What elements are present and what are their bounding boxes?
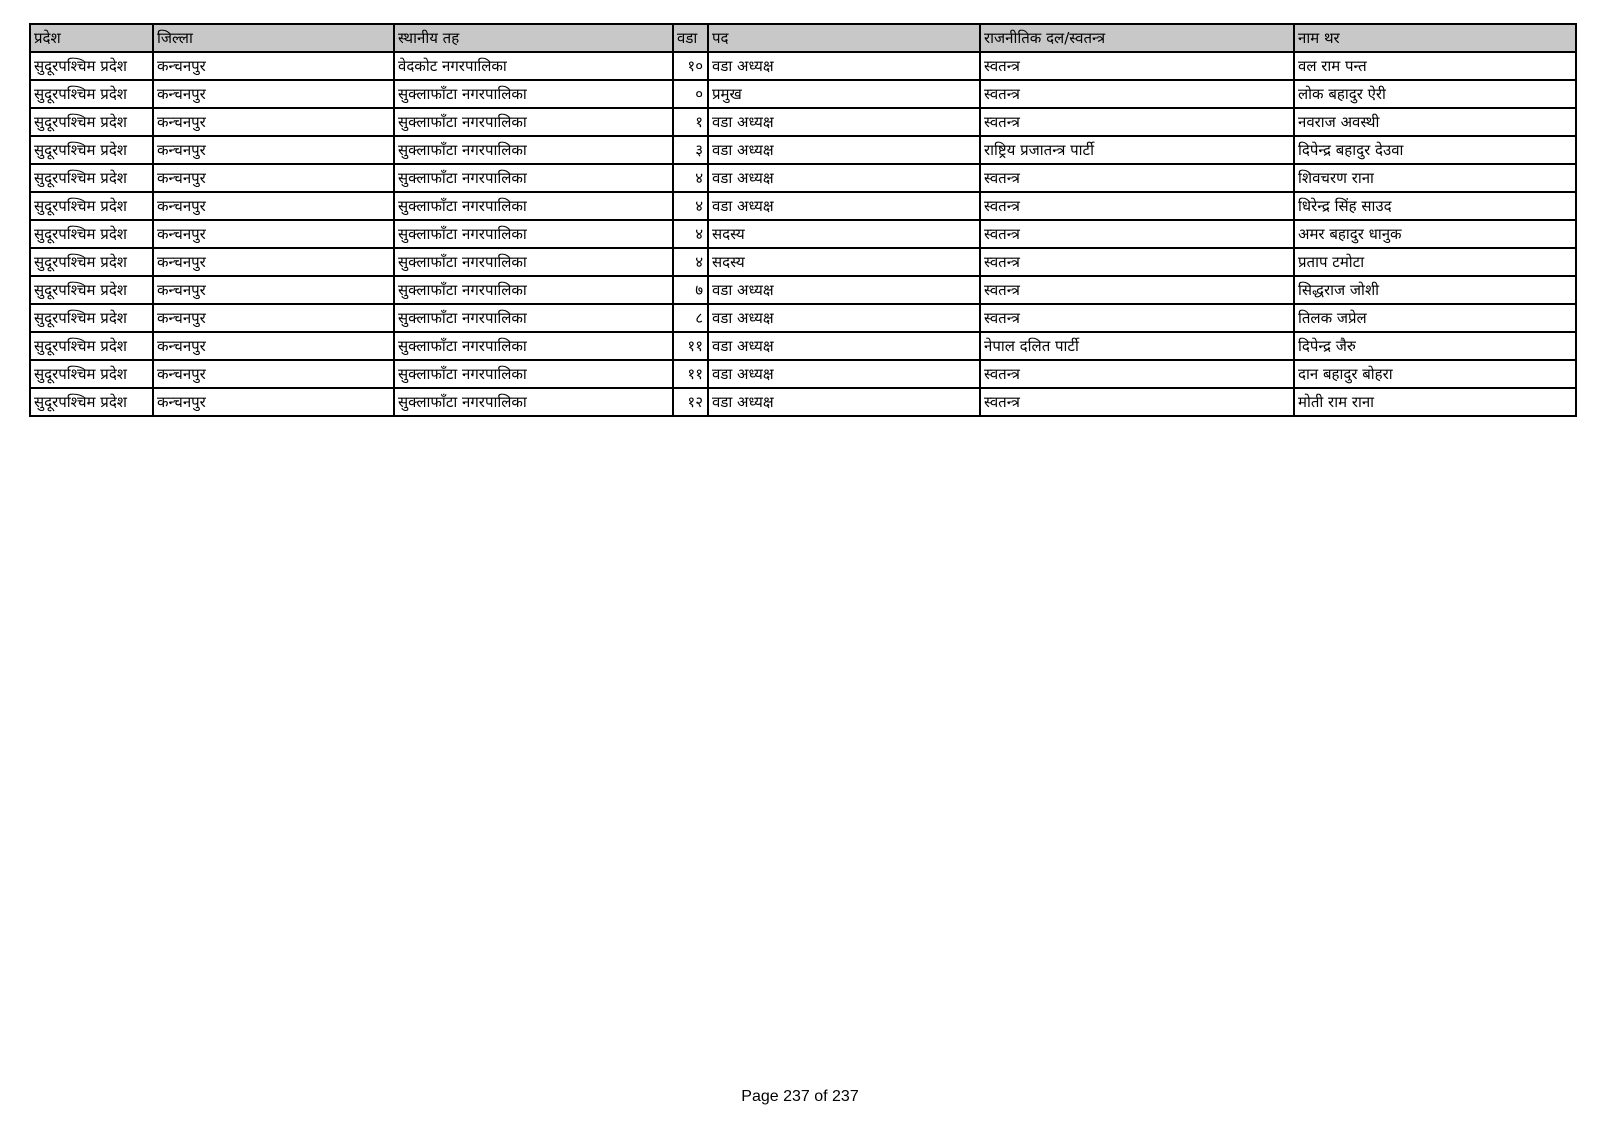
cell-province: सुदूरपश्चिम प्रदेश <box>30 52 153 80</box>
cell-local-level: सुक्लाफाँटा नगरपालिका <box>394 164 673 192</box>
cell-position: प्रमुख <box>708 80 980 108</box>
cell-party: स्वतन्त्र <box>980 304 1294 332</box>
table-row <box>30 276 1576 304</box>
cell-district: कन्चनपुर <box>153 332 394 360</box>
cell-party: स्वतन्त्र <box>980 220 1294 248</box>
cell-ward: १० <box>673 52 708 80</box>
cell-local-level: सुक्लाफाँटा नगरपालिका <box>394 388 673 416</box>
cell-district: कन्चनपुर <box>153 136 394 164</box>
cell-name: वल राम पन्त <box>1294 52 1576 80</box>
cell-name: धिरेन्द्र सिंह साउद <box>1294 192 1576 220</box>
cell-position: वडा अध्यक्ष <box>708 164 980 192</box>
cell-province: सुदूरपश्चिम प्रदेश <box>30 136 153 164</box>
cell-local-level: सुक्लाफाँटा नगरपालिका <box>394 220 673 248</box>
table-row <box>30 52 1576 80</box>
table-row <box>30 164 1576 192</box>
cell-local-level: सुक्लाफाँटा नगरपालिका <box>394 276 673 304</box>
cell-position: वडा अध्यक्ष <box>708 108 980 136</box>
cell-ward: ११ <box>673 332 708 360</box>
cell-ward: १२ <box>673 388 708 416</box>
cell-district: कन्चनपुर <box>153 80 394 108</box>
cell-ward: ४ <box>673 220 708 248</box>
cell-local-level: सुक्लाफाँटा नगरपालिका <box>394 192 673 220</box>
cell-district: कन्चनपुर <box>153 388 394 416</box>
cell-province: सुदूरपश्चिम प्रदेश <box>30 388 153 416</box>
table-row <box>30 304 1576 332</box>
cell-position: सदस्य <box>708 248 980 276</box>
header-name: नाम थर <box>1294 24 1576 52</box>
table-row <box>30 360 1576 388</box>
cell-district: कन्चनपुर <box>153 304 394 332</box>
cell-ward: ४ <box>673 192 708 220</box>
cell-name: शिवचरण राना <box>1294 164 1576 192</box>
cell-party: स्वतन्त्र <box>980 80 1294 108</box>
cell-district: कन्चनपुर <box>153 52 394 80</box>
cell-ward: ८ <box>673 304 708 332</box>
table-row <box>30 388 1576 416</box>
header-province: प्रदेश <box>30 24 153 52</box>
cell-name: अमर बहादुर धानुक <box>1294 220 1576 248</box>
cell-party: स्वतन्त्र <box>980 108 1294 136</box>
cell-province: सुदूरपश्चिम प्रदेश <box>30 220 153 248</box>
cell-ward: ७ <box>673 276 708 304</box>
cell-name: दिपेन्द्र जैरु <box>1294 332 1576 360</box>
cell-province: सुदूरपश्चिम प्रदेश <box>30 360 153 388</box>
cell-local-level: वेदकोट नगरपालिका <box>394 52 673 80</box>
cell-position: वडा अध्यक्ष <box>708 276 980 304</box>
cell-party: स्वतन्त्र <box>980 192 1294 220</box>
cell-local-level: सुक्लाफाँटा नगरपालिका <box>394 80 673 108</box>
cell-local-level: सुक्लाफाँटा नगरपालिका <box>394 304 673 332</box>
cell-province: सुदूरपश्चिम प्रदेश <box>30 80 153 108</box>
cell-local-level: सुक्लाफाँटा नगरपालिका <box>394 248 673 276</box>
table-header <box>30 24 1576 52</box>
cell-province: सुदूरपश्चिम प्रदेश <box>30 248 153 276</box>
cell-name: दान बहादुर बोहरा <box>1294 360 1576 388</box>
cell-local-level: सुक्लाफाँटा नगरपालिका <box>394 360 673 388</box>
cell-party: स्वतन्त्र <box>980 276 1294 304</box>
cell-name: सिद्धराज जोशी <box>1294 276 1576 304</box>
cell-party: स्वतन्त्र <box>980 248 1294 276</box>
cell-district: कन्चनपुर <box>153 192 394 220</box>
cell-ward: ११ <box>673 360 708 388</box>
cell-position: वडा अध्यक्ष <box>708 332 980 360</box>
header-district: जिल्ला <box>153 24 394 52</box>
page-number: Page 237 of 237 <box>741 1088 859 1105</box>
cell-district: कन्चनपुर <box>153 220 394 248</box>
cell-position: वडा अध्यक्ष <box>708 136 980 164</box>
cell-name: लोक बहादुर ऐरी <box>1294 80 1576 108</box>
cell-province: सुदूरपश्चिम प्रदेश <box>30 332 153 360</box>
header-local-level: स्थानीय तह <box>394 24 673 52</box>
cell-position: वडा अध्यक्ष <box>708 192 980 220</box>
table-row <box>30 108 1576 136</box>
table-row <box>30 136 1576 164</box>
table-row <box>30 332 1576 360</box>
cell-province: सुदूरपश्चिम प्रदेश <box>30 164 153 192</box>
cell-ward: ० <box>673 80 708 108</box>
cell-name: तिलक जप्रेल <box>1294 304 1576 332</box>
cell-party: स्वतन्त्र <box>980 164 1294 192</box>
cell-ward: ४ <box>673 164 708 192</box>
cell-district: कन्चनपुर <box>153 248 394 276</box>
cell-party: राष्ट्रिय प्रजातन्त्र पार्टी <box>980 136 1294 164</box>
table-row <box>30 220 1576 248</box>
cell-district: कन्चनपुर <box>153 360 394 388</box>
table-row <box>30 192 1576 220</box>
cell-district: कन्चनपुर <box>153 164 394 192</box>
cell-local-level: सुक्लाफाँटा नगरपालिका <box>394 108 673 136</box>
cell-name: मोती राम राना <box>1294 388 1576 416</box>
cell-local-level: सुक्लाफाँटा नगरपालिका <box>394 332 673 360</box>
cell-position: वडा अध्यक्ष <box>708 304 980 332</box>
cell-party: स्वतन्त्र <box>980 52 1294 80</box>
cell-party: स्वतन्त्र <box>980 388 1294 416</box>
cell-position: सदस्य <box>708 220 980 248</box>
cell-ward: ४ <box>673 248 708 276</box>
cell-position: वडा अध्यक्ष <box>708 388 980 416</box>
cell-province: सुदूरपश्चिम प्रदेश <box>30 192 153 220</box>
cell-party: स्वतन्त्र <box>980 360 1294 388</box>
cell-name: दिपेन्द्र बहादुर देउवा <box>1294 136 1576 164</box>
table-row <box>30 80 1576 108</box>
cell-ward: १ <box>673 108 708 136</box>
results-table <box>29 23 1577 417</box>
table-row <box>30 248 1576 276</box>
cell-position: वडा अध्यक्ष <box>708 360 980 388</box>
cell-district: कन्चनपुर <box>153 276 394 304</box>
cell-province: सुदूरपश्चिम प्रदेश <box>30 108 153 136</box>
cell-party: नेपाल दलित पार्टी <box>980 332 1294 360</box>
cell-ward: ३ <box>673 136 708 164</box>
cell-name: नवराज अवस्थी <box>1294 108 1576 136</box>
cell-province: सुदूरपश्चिम प्रदेश <box>30 276 153 304</box>
header-party: राजनीतिक दल/स्वतन्त्र <box>980 24 1294 52</box>
cell-district: कन्चनपुर <box>153 108 394 136</box>
table-body <box>30 52 1576 416</box>
cell-local-level: सुक्लाफाँटा नगरपालिका <box>394 136 673 164</box>
header-ward: वडा <box>673 24 708 52</box>
header-row <box>30 24 1576 52</box>
cell-name: प्रताप टमोटा <box>1294 248 1576 276</box>
cell-province: सुदूरपश्चिम प्रदेश <box>30 304 153 332</box>
header-position: पद <box>708 24 980 52</box>
cell-position: वडा अध्यक्ष <box>708 52 980 80</box>
